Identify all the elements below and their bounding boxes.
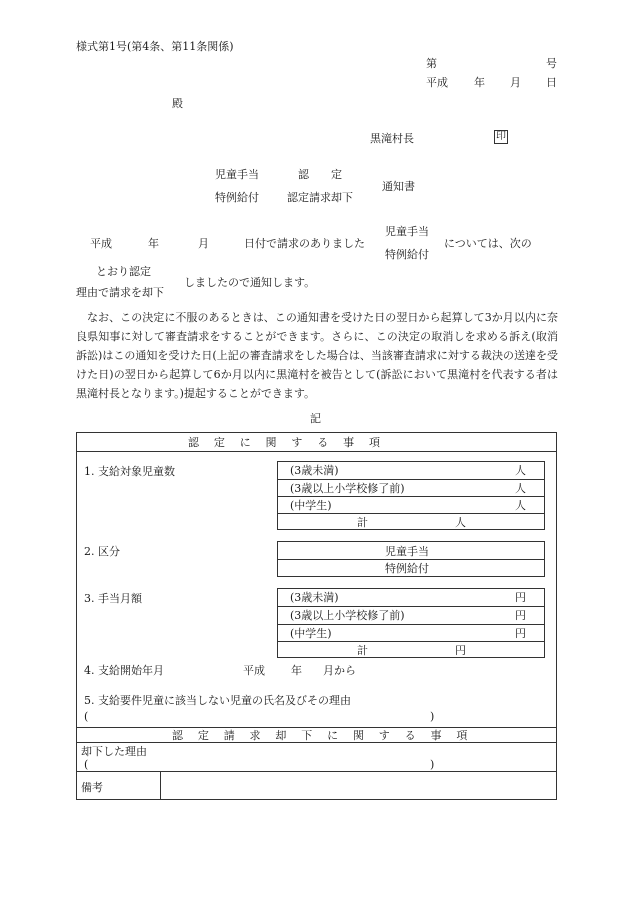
item4-year: 年 [291, 664, 302, 677]
item4-era: 平成 [243, 664, 265, 677]
addressee-suffix: 殿 [172, 97, 183, 110]
item1-label: 1. 支給対象児童数 [84, 465, 175, 478]
item2-label: 2. 区分 [84, 545, 120, 558]
item3-row-unit: 円 [515, 591, 526, 604]
body-type-1: 児童手当 [385, 225, 429, 238]
reject-reason-label: 却下した理由 [81, 745, 147, 758]
divider [277, 559, 545, 560]
divider [277, 641, 545, 642]
header-year-unit: 年 [474, 76, 485, 89]
item1-row-unit: 人 [515, 499, 526, 512]
divider [277, 496, 545, 497]
title-line2-left: 特例給付 [215, 191, 259, 204]
item2-option: 特例給付 [385, 562, 429, 575]
body-choice-2: 理由で請求を却下 [76, 286, 164, 299]
divider [76, 451, 557, 452]
body-after-type: については、次の [444, 237, 532, 250]
divider [160, 771, 161, 800]
issuer-name: 黒滝村長 [370, 132, 414, 145]
item1-total-unit: 人 [455, 516, 466, 529]
item1-row-unit: 人 [515, 464, 526, 477]
divider [76, 727, 557, 728]
item3-row-label: (3歳未満) [290, 591, 339, 604]
title-line2-mid: 認定請求却下 [287, 191, 353, 204]
item1-total-label: 計 [357, 516, 368, 529]
body-date-year: 年 [148, 237, 159, 250]
item1-row-label: (3歳未満) [290, 464, 339, 477]
divider [76, 742, 557, 743]
paren-open: ( [84, 710, 89, 723]
item1-row-unit: 人 [515, 482, 526, 495]
section1-title: 認定に関する事項 [188, 436, 395, 449]
divider [277, 624, 545, 625]
item3-total-label: 計 [357, 644, 368, 657]
divider [277, 606, 545, 607]
body-choice-suffix: しましたので通知します。 [184, 276, 316, 289]
doc-no-suffix: 号 [546, 57, 557, 70]
section2-title: 認定請求却下に関する事項 [172, 729, 483, 742]
title-suffix: 通知書 [382, 180, 415, 193]
form-number: 様式第1号(第4条、第11条関係) [76, 40, 234, 53]
item5-label: 5. 支給要件児童に該当しない児童の氏名及びその理由 [84, 694, 351, 707]
remarks-label: 備考 [81, 781, 103, 794]
body-type-2: 特例給付 [385, 248, 429, 261]
item3-row-unit: 円 [515, 627, 526, 640]
item3-row-label: (中学生) [290, 627, 332, 640]
title-line1-mid: 認 定 [298, 168, 342, 181]
title-line1-left: 児童手当 [215, 168, 259, 181]
divider [277, 479, 545, 480]
divider [277, 513, 545, 514]
item3-row-label: (3歳以上小学校修了前) [290, 609, 405, 622]
item1-row-label: (3歳以上小学校修了前) [290, 482, 405, 495]
item2-option: 児童手当 [385, 545, 429, 558]
body-choice-1: とおり認定 [96, 265, 151, 278]
divider [76, 771, 557, 772]
body-date-month: 月 [198, 237, 209, 250]
item4-label: 4. 支給開始年月 [84, 664, 164, 677]
item3-total-unit: 円 [455, 644, 466, 657]
body-date-era: 平成 [90, 237, 112, 250]
paren-close: ) [430, 710, 435, 723]
item4-month: 月から [323, 664, 356, 677]
seal-stamp: 印 [496, 131, 506, 142]
header-era: 平成 [426, 76, 448, 89]
item3-row-unit: 円 [515, 609, 526, 622]
item3-label: 3. 手当月額 [84, 592, 142, 605]
reject-paren-close: ) [430, 758, 435, 771]
body-date-suffix: 日付で請求のありました [244, 237, 365, 250]
header-month-unit: 月 [510, 76, 521, 89]
reject-paren-open: ( [84, 758, 89, 771]
item1-row-label: (中学生) [290, 499, 332, 512]
ki-mark: 記 [310, 412, 321, 425]
header-day-unit: 日 [546, 76, 557, 89]
notice-paragraph: なお、この決定に不服のあるときは、この通知書を受けた日の翌日から起算して3か月以内に奈良県知事に対して審査請求をすることができます。さらに、この決定の取消しを求める訴え(取消訴訟)はこの通知を受けた日(上記の審査請求をした場合は、当該審査請求に対する裁決の送達を受けた日)の翌日から起算して6か月以内に黒滝村を被告として(訴訟において黒滝村を代表する者は黒滝村長となります。)提起することができます。 [76, 311, 558, 400]
doc-no-prefix: 第 [426, 57, 437, 70]
